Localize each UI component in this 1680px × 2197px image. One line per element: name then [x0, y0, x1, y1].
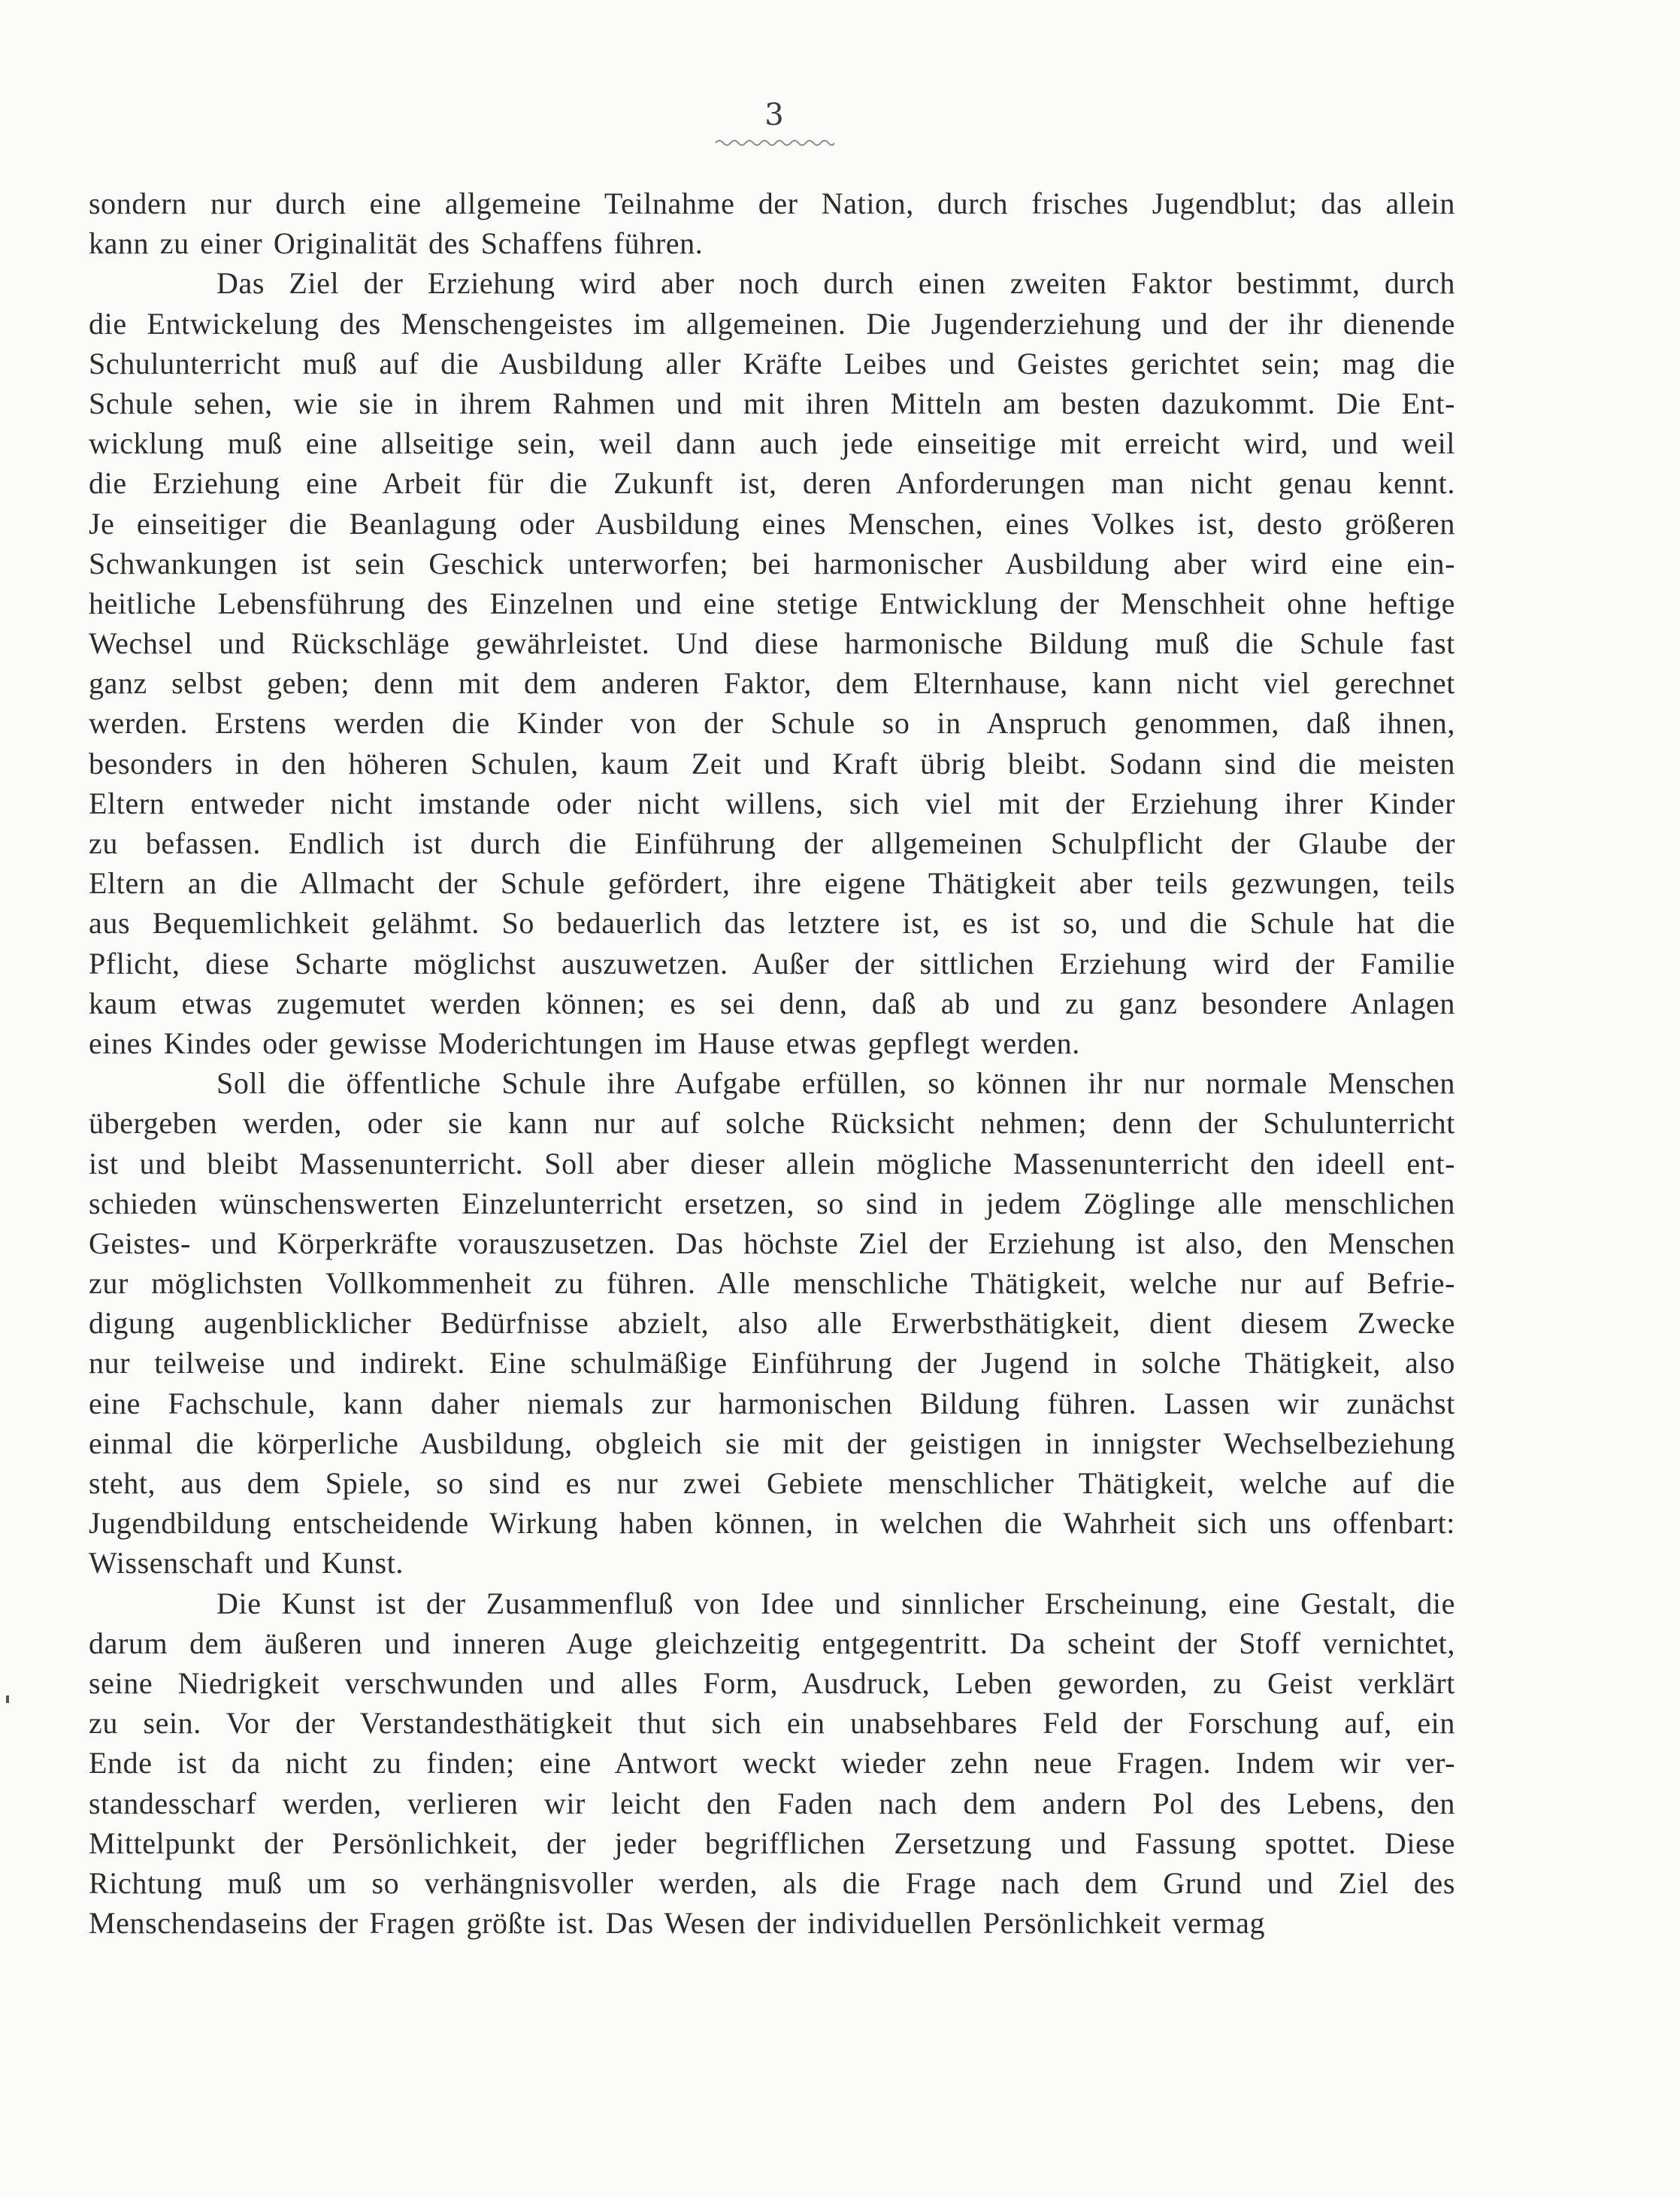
text-line: seine Niedrigkeit verschwunden und alles Form, Ausdruck, Leben geworden, zu Geist verklärt — [89, 1665, 1455, 1700]
page-number-ornament — [714, 137, 834, 147]
text-line: standesscharf werden, verlieren wir leicht den Faden nach dem andern Pol des Lebens, den — [89, 1786, 1455, 1820]
text-line: Schwankungen ist sein Geschick unterworfen; bei harmonischer Ausbildung aber wird eine ein- — [89, 546, 1455, 580]
text-line: besonders in den höheren Schulen, kaum Zeit und Kraft übrig bleibt. Sodann sind die meisten — [89, 746, 1455, 780]
text-line: einmal die körperliche Ausbildung, obgleich sie mit der geistigen in innigster Wechselbeziehung — [89, 1426, 1455, 1460]
text-line: Je einseitiger die Beanlagung oder Ausbildung eines Menschen, eines Volkes ist, desto größeren — [89, 506, 1455, 541]
text-line: Pflicht, diese Scharte möglichst auszuwetzen. Außer der sittlichen Erziehung wird der Familie — [89, 946, 1455, 980]
text-line: Soll die öffentliche Schule ihre Aufgabe erfüllen, so können ihr nur normale Menschen — [216, 1066, 1455, 1101]
text-line: darum dem äußeren und inneren Auge gleichzeitig entgegentritt. Da scheint der Stoff vernichtet, — [89, 1626, 1455, 1660]
text-line: digung augenblicklicher Bedürfnisse abzielt, also alle Erwerbsthätigkeit, dient diesem Zwecke — [89, 1306, 1455, 1341]
text-line: Eltern entweder nicht imstande oder nicht willens, sich viel mit der Erziehung ihrer Kinder — [89, 786, 1455, 820]
text-line: aus Bequemlichkeit gelähmt. So bedauerlich das letztere ist, es ist so, und die Schule hat die — [89, 906, 1455, 941]
text-line: Wissenschaft und Kunst. — [89, 1546, 404, 1580]
text-line: Ende ist da nicht zu finden; eine Antwort weckt wieder zehn neue Fragen. Indem wir ver- — [89, 1746, 1455, 1780]
paragraph — [89, 1583, 1455, 1944]
text-line: übergeben werden, oder sie kann nur auf solche Rücksicht nehmen; denn der Schulunterricht — [89, 1106, 1455, 1141]
text-line: sondern nur durch eine allgemeine Teilnahme der Nation, durch frisches Jugendblut; das allein — [89, 186, 1455, 220]
text-line: schieden wünschenswerten Einzelunterricht ersetzen, so sind in jedem Zöglinge alle menschlichen — [89, 1186, 1455, 1220]
text-line: zu sein. Vor der Verstandesthätigkeit thut sich ein unabsehbares Feld der Forschung auf, ein — [89, 1706, 1455, 1741]
text-line: zu befassen. Endlich ist durch die Einführung der allgemeinen Schulpflicht der Glaube der — [89, 826, 1455, 860]
text-line: werden. Erstens werden die Kinder von der Schule so in Anspruch genommen, daß ihnen, — [89, 706, 1455, 741]
text-line: ganz selbst geben; denn mit dem anderen Faktor, dem Elternhause, kann nicht viel gerechnet — [89, 666, 1455, 701]
text-line: ist und bleibt Massenunterricht. Soll aber dieser allein mögliche Massenunterricht den ideell ent- — [89, 1146, 1455, 1180]
text-line: heitliche Lebensführung des Einzelnen und eine stetige Entwicklung der Menschheit ohne heftige — [89, 586, 1455, 620]
text-line: Die Kunst ist der Zusammenfluß von Idee und sinnlicher Erscheinung, eine Gestalt, die — [216, 1586, 1455, 1620]
scan-mark — [6, 1695, 9, 1703]
paragraph — [89, 263, 1455, 1063]
text-line: die Erziehung eine Arbeit für die Zukunft ist, deren Anforderungen man nicht genau kennt. — [89, 466, 1455, 501]
text-line: Wechsel und Rückschläge gewährleistet. Und diese harmonische Bildung muß die Schule fast — [89, 626, 1455, 661]
text-line: die Entwickelung des Menschengeistes im allgemeinen. Die Jugenderziehung und der ihr dienende — [89, 306, 1455, 341]
text-line: Schulunterricht muß auf die Ausbildung aller Kräfte Leibes und Geistes gerichtet sein; mag die — [89, 346, 1455, 380]
text-line: Das Ziel der Erziehung wird aber noch durch einen zweiten Faktor bestimmt, durch — [216, 266, 1455, 301]
text-line: eine Fachschule, kann daher niemals zur harmonischen Bildung führen. Lassen wir zunächst — [89, 1386, 1455, 1420]
text-line: Menschendaseins der Fragen größte ist. Das Wesen der individuellen Persönlichkeit vermag — [89, 1906, 1266, 1941]
text-line: eines Kindes oder gewisse Moderichtungen im Hause etwas gepflegt werden. — [89, 1026, 1080, 1060]
text-line: kaum etwas zugemutet werden können; es sei denn, daß ab und zu ganz besondere Anlagen — [89, 986, 1455, 1020]
text-line: Geistes- und Körperkräfte vorauszusetzen. Das höchste Ziel der Erziehung ist also, den Menschen — [89, 1226, 1455, 1260]
text-line: kann zu einer Originalität des Schaffens führen. — [89, 226, 704, 261]
text-line: steht, aus dem Spiele, so sind es nur zwei Gebiete menschlicher Thätigkeit, welche auf die — [89, 1466, 1455, 1500]
text-line: Jugendbildung entscheidende Wirkung haben können, in welchen die Wahrheit sich uns offenbart: — [89, 1506, 1455, 1541]
text-line: Mittelpunkt der Persönlichkeit, der jeder begrifflichen Zersetzung und Fassung spottet. Diese — [89, 1826, 1455, 1860]
body-text — [89, 183, 1455, 1943]
text-line: wicklung muß eine allseitige sein, weil dann auch jede einseitige mit erreicht wird, und weil — [89, 426, 1455, 461]
paragraph — [89, 183, 1455, 263]
text-line: Schule sehen, wie sie in ihrem Rahmen und mit ihren Mitteln am besten dazukommt. Die Ent- — [89, 386, 1455, 420]
text-line: zur möglichsten Vollkommenheit zu führen. Alle menschliche Thätigkeit, welche nur auf Befrie- — [89, 1266, 1455, 1301]
text-line: Eltern an die Allmacht der Schule gefördert, ihre eigene Thätigkeit aber teils gezwungen, teils — [89, 866, 1455, 901]
paragraph — [89, 1063, 1455, 1583]
page-number: 3 — [764, 98, 784, 132]
text-line: nur teilweise und indirekt. Eine schulmäßige Einführung der Jugend in solche Thätigkeit, also — [89, 1346, 1455, 1380]
text-line: Richtung muß um so verhängnisvoller werden, als die Frage nach dem Grund und Ziel des — [89, 1865, 1455, 1900]
